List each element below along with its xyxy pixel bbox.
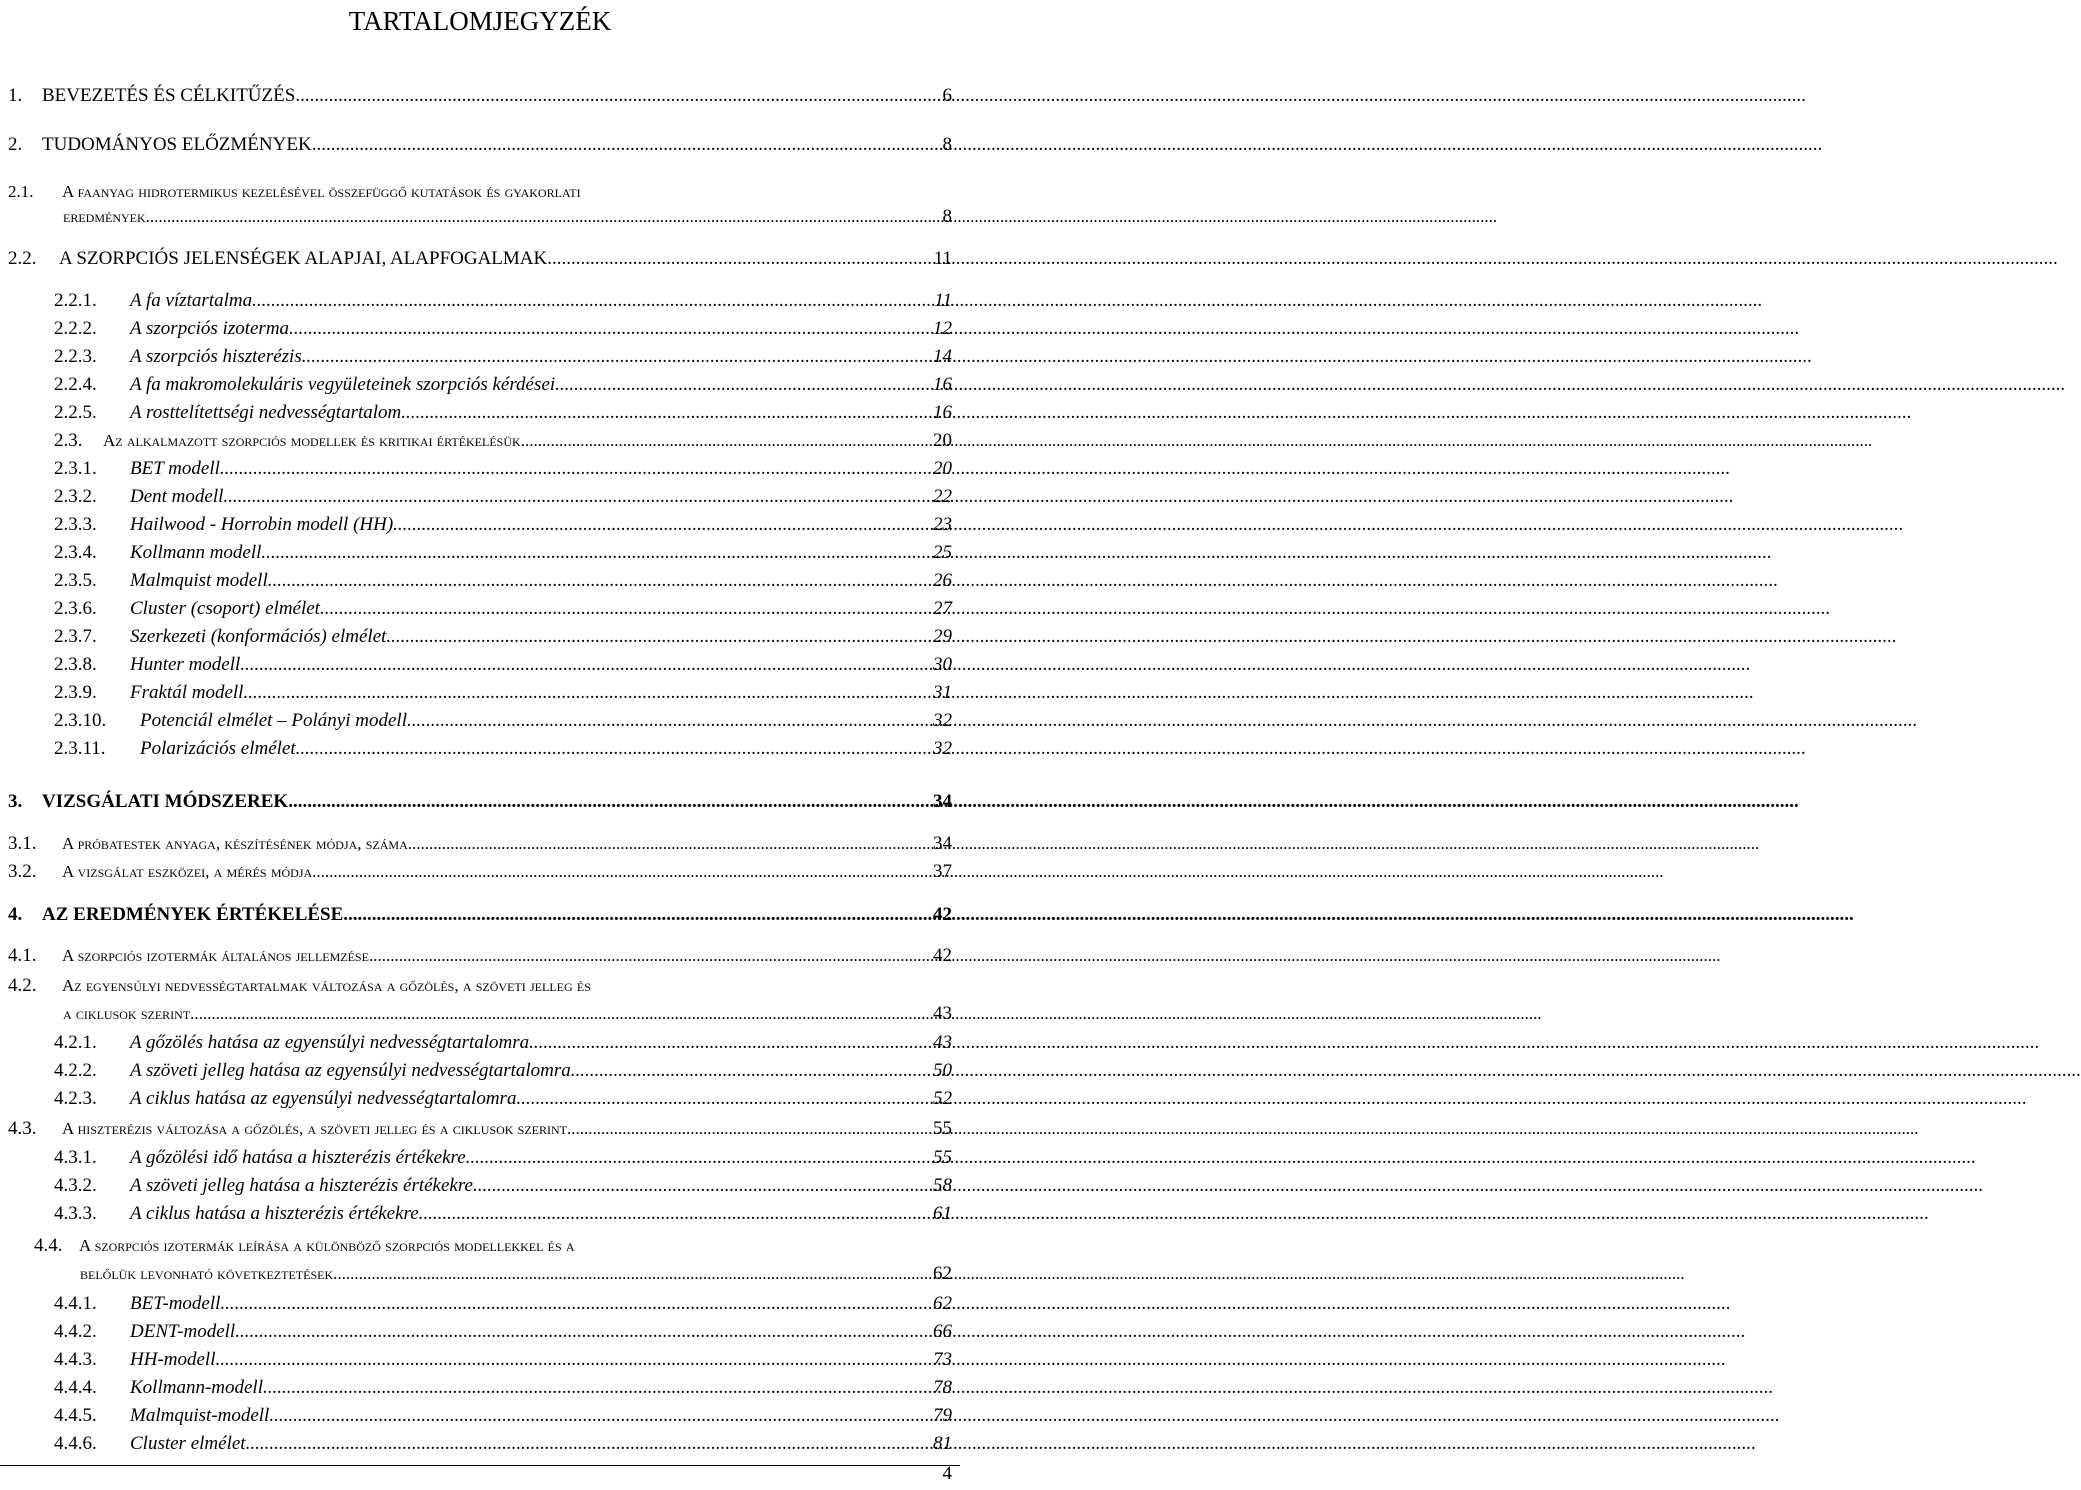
toc-page: 34 bbox=[933, 791, 952, 812]
toc-leader bbox=[567, 1117, 933, 1141]
toc-entry[interactable] bbox=[8, 832, 952, 856]
toc-leader bbox=[288, 790, 933, 814]
toc-page: 52 bbox=[933, 1088, 952, 1109]
page-title: TARTALOMJEGYZÉK bbox=[348, 6, 612, 36]
toc-entry[interactable] bbox=[54, 569, 952, 593]
toc-text: HH-modell bbox=[130, 1349, 216, 1370]
toc-text: BEVEZETÉS ÉS CÉLKITŰZÉS bbox=[42, 85, 296, 106]
toc-page: 8 bbox=[942, 134, 952, 155]
toc-number: 2.3. bbox=[54, 430, 83, 451]
toc-entry[interactable] bbox=[54, 401, 952, 425]
toc-entry[interactable] bbox=[54, 1404, 952, 1428]
toc-entry[interactable] bbox=[54, 289, 952, 313]
toc-text: A szorpciós hiszterézis bbox=[130, 346, 302, 367]
toc-leader bbox=[333, 1262, 933, 1286]
toc-leader bbox=[296, 737, 933, 761]
toc-leader bbox=[571, 1059, 933, 1083]
toc-leader bbox=[190, 1002, 933, 1026]
toc-entry[interactable] bbox=[54, 597, 952, 621]
toc-entry[interactable] bbox=[8, 133, 952, 157]
toc-entry[interactable] bbox=[54, 737, 952, 761]
toc-page: 16 bbox=[933, 374, 952, 395]
toc-number: 4. bbox=[8, 904, 23, 925]
toc-text: A szöveti jelleg hatása a hiszterézis értékekre bbox=[130, 1175, 473, 1196]
toc-leader bbox=[547, 247, 933, 271]
toc-text: Cluster (csoport) elmélet bbox=[130, 598, 320, 619]
toc-leader bbox=[407, 709, 933, 733]
toc-leader bbox=[466, 1146, 933, 1170]
toc-page: 50 bbox=[933, 1060, 952, 1081]
toc-text: Malmquist modell bbox=[130, 570, 268, 591]
toc-text: A hiszterézis változása a gőzölés, a szöveti jelleg és a ciklusok szerint bbox=[62, 1119, 567, 1138]
toc-text: Az egyensúlyi nedvességtartalmak változása a gőzölés, a szöveti jelleg és bbox=[62, 976, 591, 995]
toc-number: 4.4.5. bbox=[54, 1405, 97, 1426]
toc-page: 37 bbox=[933, 861, 952, 882]
toc-number: 2.1. bbox=[8, 182, 34, 201]
toc-text: A szorpciós izotermák leírása a különböző szorpciós modellekkel és a bbox=[79, 1236, 575, 1255]
toc-page: 62 bbox=[933, 1293, 952, 1314]
toc-page: 32 bbox=[933, 710, 952, 731]
toc-page: 81 bbox=[933, 1433, 952, 1454]
toc-page: 79 bbox=[933, 1405, 952, 1426]
toc-text: A gőzölési idő hatása a hiszterézis értékekre bbox=[130, 1147, 466, 1168]
toc-number: 4.2.1. bbox=[54, 1032, 97, 1053]
toc-leader bbox=[246, 1432, 933, 1456]
toc-number: 2.3.3. bbox=[54, 514, 97, 535]
toc-text-continued: a ciklusok szerint bbox=[63, 1004, 191, 1023]
toc-entry[interactable] bbox=[54, 709, 952, 733]
toc-leader bbox=[312, 133, 943, 157]
toc-page: 22 bbox=[933, 486, 952, 507]
toc-entry[interactable] bbox=[54, 1146, 952, 1170]
toc-entry[interactable] bbox=[63, 205, 952, 229]
toc-number: 4.2.3. bbox=[54, 1088, 97, 1109]
toc-entry[interactable] bbox=[54, 317, 952, 341]
footer-divider bbox=[0, 1465, 960, 1466]
toc-number: 4.4.6. bbox=[54, 1433, 97, 1454]
toc-text: Kollmann-modell bbox=[130, 1377, 263, 1398]
toc-page: 20 bbox=[933, 430, 952, 451]
toc-page: 6 bbox=[942, 85, 952, 106]
toc-entry[interactable] bbox=[8, 790, 952, 814]
toc-leader bbox=[386, 625, 933, 649]
toc-page: 11 bbox=[933, 248, 952, 269]
toc-number: 3.1. bbox=[8, 833, 37, 854]
toc-entry[interactable] bbox=[8, 903, 952, 927]
toc-page: 42 bbox=[933, 904, 952, 925]
toc-page: 27 bbox=[933, 598, 952, 619]
toc-page: 31 bbox=[933, 682, 952, 703]
toc-page: 14 bbox=[933, 346, 952, 367]
toc-text-continued: belőlük levonható következtetések bbox=[80, 1264, 334, 1283]
toc-text: Polarizációs elmélet bbox=[140, 738, 296, 759]
toc-leader bbox=[220, 1292, 933, 1316]
toc-leader bbox=[320, 597, 933, 621]
toc-number: 2.2.3. bbox=[54, 346, 97, 367]
toc-page: 20 bbox=[933, 458, 952, 479]
toc-number: 4.4. bbox=[34, 1235, 63, 1256]
toc-page: 55 bbox=[933, 1147, 952, 1168]
toc-leader bbox=[243, 681, 933, 705]
toc-leader bbox=[289, 317, 933, 341]
toc-leader bbox=[343, 903, 933, 927]
toc-page: 78 bbox=[933, 1377, 952, 1398]
toc-number: 2.3.8. bbox=[54, 654, 97, 675]
toc-number: 2.3.4. bbox=[54, 542, 97, 563]
toc-number: 4.3.2. bbox=[54, 1175, 97, 1196]
toc-text: A ciklus hatása a hiszterézis értékekre bbox=[130, 1203, 419, 1224]
toc-text: Hailwood - Horrobin modell (HH) bbox=[130, 514, 394, 535]
toc-text: DENT-modell bbox=[130, 1321, 236, 1342]
toc-leader bbox=[146, 205, 943, 229]
toc-leader bbox=[240, 653, 933, 677]
toc-page: 8 bbox=[942, 206, 952, 227]
toc-text: Potenciál elmélet – Polányi modell bbox=[140, 710, 407, 731]
toc-leader bbox=[261, 541, 933, 565]
toc-number: 2.3.10. bbox=[54, 710, 107, 731]
toc-page: 62 bbox=[933, 1263, 952, 1284]
page-number: 4 bbox=[942, 1463, 952, 1484]
toc-number: 4.4.4. bbox=[54, 1377, 97, 1398]
toc-leader bbox=[529, 1031, 933, 1055]
toc-entry[interactable] bbox=[54, 429, 952, 453]
toc-leader bbox=[419, 1202, 933, 1226]
toc-entry[interactable] bbox=[54, 653, 952, 677]
toc-text: A gőzölés hatása az egyensúlyi nedvességtartalomra bbox=[130, 1032, 530, 1053]
toc-entry[interactable] bbox=[8, 944, 952, 968]
toc-leader bbox=[268, 569, 933, 593]
toc-entry[interactable] bbox=[54, 625, 952, 649]
toc-leader bbox=[473, 1174, 933, 1198]
toc-entry-first-line[interactable] bbox=[8, 180, 581, 204]
toc-leader bbox=[408, 832, 933, 856]
toc-number: 2.3.9. bbox=[54, 682, 97, 703]
toc-page: 32 bbox=[933, 738, 952, 759]
toc-entry[interactable] bbox=[80, 1262, 952, 1286]
toc-page: 42 bbox=[933, 945, 952, 966]
toc-entry-first-line[interactable] bbox=[8, 974, 591, 998]
toc-leader bbox=[401, 401, 933, 425]
toc-text-continued: eredmények bbox=[63, 207, 146, 226]
toc-entry[interactable] bbox=[63, 1002, 952, 1026]
toc-page: 16 bbox=[933, 402, 952, 423]
toc-number: 4.4.3. bbox=[54, 1349, 97, 1370]
toc-number: 2.3.2. bbox=[54, 486, 97, 507]
toc-number: 4.2.2. bbox=[54, 1060, 97, 1081]
toc-page: 23 bbox=[933, 514, 952, 535]
toc-leader bbox=[312, 860, 933, 884]
toc-leader bbox=[369, 944, 933, 968]
toc-number: 4.1. bbox=[8, 945, 37, 966]
toc-number: 2.3.1. bbox=[54, 458, 97, 479]
toc-number: 2.2.1. bbox=[54, 290, 97, 311]
toc-entry[interactable] bbox=[54, 1348, 952, 1372]
toc-text: TUDOMÁNYOS ELŐZMÉNYEK bbox=[42, 134, 312, 155]
toc-text: A ciklus hatása az egyensúlyi nedvességtartalomra bbox=[130, 1088, 517, 1109]
toc-number: 4.3.1. bbox=[54, 1147, 97, 1168]
toc-text: Kollmann modell bbox=[130, 542, 262, 563]
toc-leader bbox=[302, 345, 933, 369]
toc-number: 2.2.4. bbox=[54, 374, 97, 395]
toc-text: VIZSGÁLATI MÓDSZEREK bbox=[42, 791, 289, 812]
toc-entry[interactable] bbox=[54, 681, 952, 705]
toc-number: 2.2. bbox=[8, 248, 37, 269]
toc-entry[interactable] bbox=[54, 1376, 952, 1400]
toc-entry[interactable] bbox=[54, 1031, 952, 1055]
toc-entry[interactable] bbox=[54, 1432, 952, 1456]
toc-number: 4.4.2. bbox=[54, 1321, 97, 1342]
toc-text: AZ EREDMÉNYEK ÉRTÉKELÉSE bbox=[42, 904, 344, 925]
toc-number: 2.2.2. bbox=[54, 318, 97, 339]
toc-entry[interactable] bbox=[54, 485, 952, 509]
toc-number: 2.2.5. bbox=[54, 402, 97, 423]
toc-entry[interactable] bbox=[8, 84, 952, 108]
toc-entry[interactable] bbox=[54, 541, 952, 565]
toc-text: Fraktál modell bbox=[130, 682, 244, 703]
toc-page: 58 bbox=[933, 1175, 952, 1196]
toc-leader bbox=[269, 1404, 933, 1428]
toc-number: 3. bbox=[8, 791, 23, 812]
toc-number: 1. bbox=[8, 85, 23, 106]
toc-page: 30 bbox=[933, 654, 952, 675]
toc-entry[interactable] bbox=[8, 1117, 952, 1141]
toc-text: A próbatestek anyaga, készítésének módja, száma bbox=[62, 834, 408, 853]
toc-page: 43 bbox=[933, 1003, 952, 1024]
toc-entry-first-line[interactable] bbox=[34, 1234, 575, 1258]
toc-number: 4.4.1. bbox=[54, 1293, 97, 1314]
toc-text: BET-modell bbox=[130, 1293, 221, 1314]
toc-text: Dent modell bbox=[130, 486, 224, 507]
toc-entry[interactable] bbox=[54, 1292, 952, 1316]
toc-leader bbox=[215, 1348, 933, 1372]
toc-page: 73 bbox=[933, 1349, 952, 1370]
toc-page: 12 bbox=[933, 318, 952, 339]
toc-text: A SZORPCIÓS JELENSÉGEK ALAPJAI, ALAPFOGALMAK bbox=[59, 248, 548, 269]
toc-leader bbox=[555, 373, 933, 397]
toc-text: A faanyag hidrotermikus kezelésével összefüggő kutatások és gyakorlati bbox=[62, 182, 581, 201]
toc-text: Hunter modell bbox=[130, 654, 241, 675]
toc-leader bbox=[220, 457, 933, 481]
toc-leader bbox=[521, 429, 933, 453]
toc-page: 11 bbox=[934, 290, 952, 311]
toc-entry[interactable] bbox=[54, 1059, 952, 1083]
toc-page: 66 bbox=[933, 1321, 952, 1342]
toc-entry[interactable] bbox=[54, 373, 952, 397]
toc-page: 43 bbox=[933, 1032, 952, 1053]
toc-text: A vizsgálat eszközei, a mérés módja bbox=[62, 862, 313, 881]
toc-number: 2.3.11. bbox=[54, 738, 106, 759]
toc-entry[interactable] bbox=[54, 513, 952, 537]
toc-entry[interactable] bbox=[54, 1320, 952, 1344]
toc-text: A szorpciós izotermák általános jellemzése bbox=[62, 946, 369, 965]
toc-text: BET modell bbox=[130, 458, 220, 479]
toc-number: 2.3.7. bbox=[54, 626, 97, 647]
toc-number: 3.2. bbox=[8, 861, 37, 882]
toc-number: 4.3. bbox=[8, 1118, 37, 1139]
toc-entry[interactable] bbox=[54, 1174, 952, 1198]
toc-page: 26 bbox=[933, 570, 952, 591]
toc-text: A fa makromolekuláris vegyületeinek szorpciós kérdései bbox=[130, 374, 556, 395]
toc-number: 4.3.3. bbox=[54, 1203, 97, 1224]
toc-entry[interactable] bbox=[54, 345, 952, 369]
toc-entry[interactable] bbox=[8, 247, 952, 271]
toc-page: 29 bbox=[933, 626, 952, 647]
toc-text: Szerkezeti (konformációs) elmélet bbox=[130, 626, 387, 647]
toc-text: Malmquist-modell bbox=[130, 1405, 270, 1426]
toc-leader bbox=[252, 289, 934, 313]
toc-entry[interactable] bbox=[8, 860, 952, 884]
toc-number: 2.3.5. bbox=[54, 570, 97, 591]
toc-text: A rosttelítettségi nedvességtartalom bbox=[130, 402, 402, 423]
toc-entry[interactable] bbox=[54, 1202, 952, 1226]
toc-leader bbox=[295, 84, 942, 108]
toc-page: 61 bbox=[933, 1203, 952, 1224]
toc-text: Az alkalmazott szorpciós modellek és kritikai értékelésük bbox=[103, 431, 521, 450]
toc-number: 2.3.6. bbox=[54, 598, 97, 619]
toc-number: 4.2. bbox=[8, 975, 37, 996]
toc-page: 34 bbox=[933, 833, 952, 854]
toc-entry[interactable] bbox=[54, 457, 952, 481]
toc-page: 25 bbox=[933, 542, 952, 563]
toc-number: 2. bbox=[8, 134, 23, 155]
toc-leader bbox=[393, 513, 933, 537]
toc-text: A szöveti jelleg hatása az egyensúlyi nedvességtartalomra bbox=[130, 1060, 571, 1081]
toc-leader bbox=[223, 485, 933, 509]
toc-text: A fa víztartalma bbox=[130, 290, 253, 311]
toc-page: 55 bbox=[933, 1118, 952, 1139]
toc-leader bbox=[516, 1087, 933, 1111]
toc-text: Cluster elmélet bbox=[130, 1433, 246, 1454]
toc-entry[interactable] bbox=[54, 1087, 952, 1111]
toc-leader bbox=[235, 1320, 933, 1344]
toc-leader bbox=[263, 1376, 933, 1400]
toc-text: A szorpciós izoterma bbox=[130, 318, 290, 339]
